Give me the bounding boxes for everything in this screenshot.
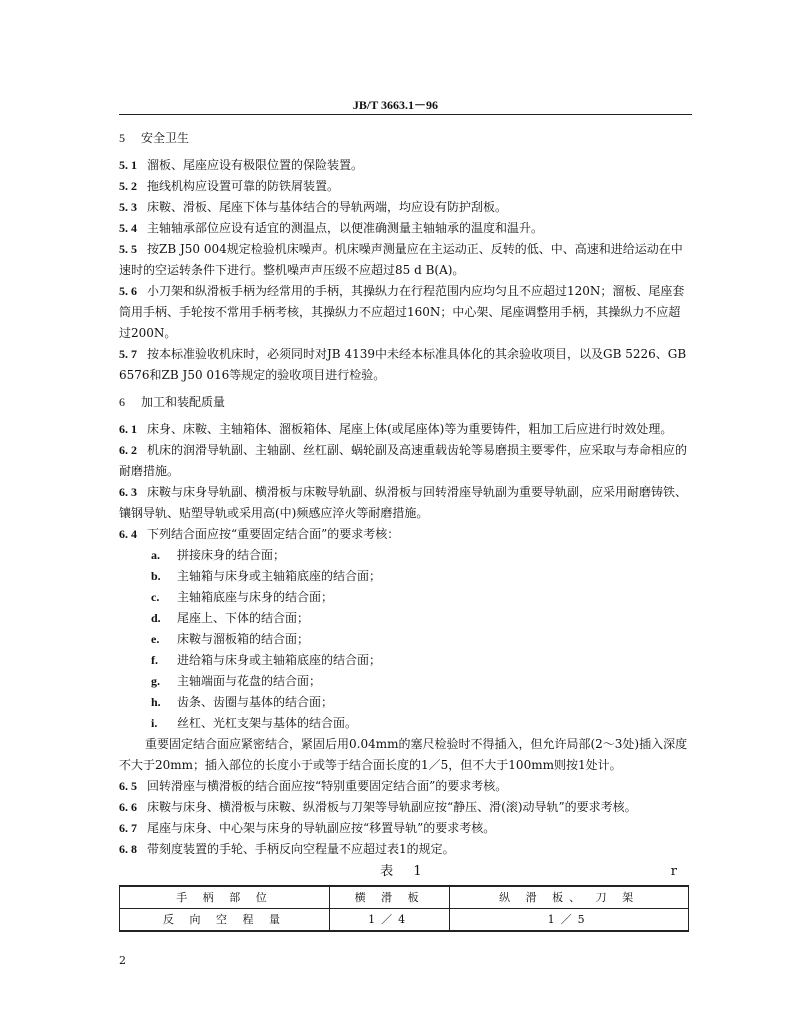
section-number: 5 <box>119 131 125 145</box>
clause-6-1: 6. 1 床身、床鞍、主轴箱体、溜板箱体、尾座上体(或尾座体)等为重要铸件，粗加工后应进行时效处理。 <box>119 422 673 436</box>
list-item: i. 丝杠、光杠支架与基体的结合面。 <box>151 716 358 730</box>
section-6-heading <box>119 392 691 413</box>
clause-5-2: 5. 2 拖线机构应设置可靠的防铁屑装置。 <box>119 179 340 193</box>
list-item: a. 拼接床身的结合面； <box>151 548 286 562</box>
clause-5-1: 5. 1 溜板、尾座应设有极限位置的保险装置。 <box>119 158 364 172</box>
clause-5-7: 5. 7 按本标准验收机床时，必须同时对JB 4139中未经本标准具体化的其余验收项目，以及GB 5226、GB 6576和ZB J50 016等规定的验收项目进行检验。 <box>119 347 687 382</box>
table-header-cell: 横 滑 板 <box>329 886 449 909</box>
list-item: g. 主轴端面与花盘的结合面； <box>151 674 322 688</box>
table-header-row <box>120 886 689 909</box>
document-body <box>119 128 691 932</box>
clause-5-4: 5. 4 主轴轴承部位应设有适宜的测温点，以便准确测量主轴轴承的温度和温升。 <box>119 221 544 235</box>
clause-5-6: 5. 6 小刀架和纵滑板手柄为经常用的手柄，其操纵力在行程范围内应均匀且不应超过120N；溜板、尾座套筒用手柄、手轮按不常用手柄考核，其操纵力不应超过160N；中心架、尾座调整用手柄，其操纵力不应超过200N。 <box>119 284 685 340</box>
list-item: f. 进给箱与床身或主轴箱底座的结合面； <box>151 653 382 667</box>
feeler-gauge-paragraph: 重要固定结合面应紧密结合，紧固后用0.04mm的塞尺检验时不得插入，但允许局部(2～3处)插入深度不大于20mm；插入部位的长度小于或等于结合面长度的1／5，但不大于100mm则按1处计。 <box>119 737 688 772</box>
section-title: 加工和装配质量 <box>141 395 226 409</box>
section-title: 安全卫生 <box>141 131 190 145</box>
list-item: h. 齿条、齿圈与基体的结合面； <box>151 695 334 709</box>
clause-6-4: 6. 4 下列结合面应按“重要固定结合面”的要求考核： <box>119 527 400 541</box>
list-item: b. 主轴箱与床身或主轴箱底座的结合面； <box>151 569 382 583</box>
header-rule <box>119 114 692 115</box>
clause-6-8: 6. 8 带刻度装置的手轮、手柄反向空程量不应超过表1的规定。 <box>119 842 455 856</box>
table-header-cell: 纵 滑 板、 刀 架 <box>450 886 689 909</box>
table-cell: 1／5 <box>450 909 689 932</box>
table-cell: 1／4 <box>329 909 449 932</box>
table-unit: r <box>670 864 677 879</box>
document-header: JB/T 3663.1－96 <box>352 98 439 112</box>
clause-6-6: 6. 6 床鞍与床身、横滑板与床鞍、纵滑板与刀架等导轨副应按“静压、滑(滚)动导轨”的要求考核。 <box>119 800 637 814</box>
section-5-heading <box>119 128 691 149</box>
backlash-table <box>119 885 689 932</box>
list-item: e. 床鞍与溜板箱的结合面； <box>151 632 310 646</box>
table-cell: 反 向 空 程 量 <box>120 909 330 932</box>
joint-surface-list <box>119 545 691 734</box>
table-header-cell: 手 柄 部 位 <box>120 886 330 909</box>
table-caption: 表 1 <box>380 864 430 879</box>
page-number: 2 <box>119 954 126 967</box>
section-number: 6 <box>119 395 125 409</box>
list-item: d. 尾座上、下体的结合面； <box>151 611 310 625</box>
clause-5-3: 5. 3 床鞍、滑板、尾座下体与基体结合的导轨两端，均应设有防护刮板。 <box>119 200 508 214</box>
clause-6-2: 6. 2 机床的润滑导轨副、主轴副、丝杠副、蜗轮副及高速重载齿轮等易磨损主要零件，应采取与寿命相应的耐磨措施。 <box>119 443 688 478</box>
table-caption-row <box>119 861 691 883</box>
clause-6-5: 6. 5 回转滑座与横滑板的结合面应按“特别重要固定结合面”的要求考核。 <box>119 779 508 793</box>
clause-6-3: 6. 3 床鞍与床身导轨副、横滑板与床鞍导轨副、纵滑板与回转滑座导轨副为重要导轨副，应采用耐磨铸铁、镶钢导轨、贴塑导轨或采用高(中)频感应淬火等耐磨措施。 <box>119 485 688 520</box>
clause-5-5: 5. 5 按ZB J50 004规定检验机床噪声。机床噪声测量应在主运动正、反转的低、中、高速和进给运动在中速时的空运转条件下进行。整机噪声声压级不应超过85 d B(A)。 <box>119 242 683 277</box>
clause-6-7: 6. 7 尾座与床身、中心架与床身的导轨副应按“移置导轨”的要求考核。 <box>119 821 496 835</box>
list-item: c. 主轴箱底座与床身的结合面； <box>151 590 334 604</box>
table-row <box>120 909 689 932</box>
